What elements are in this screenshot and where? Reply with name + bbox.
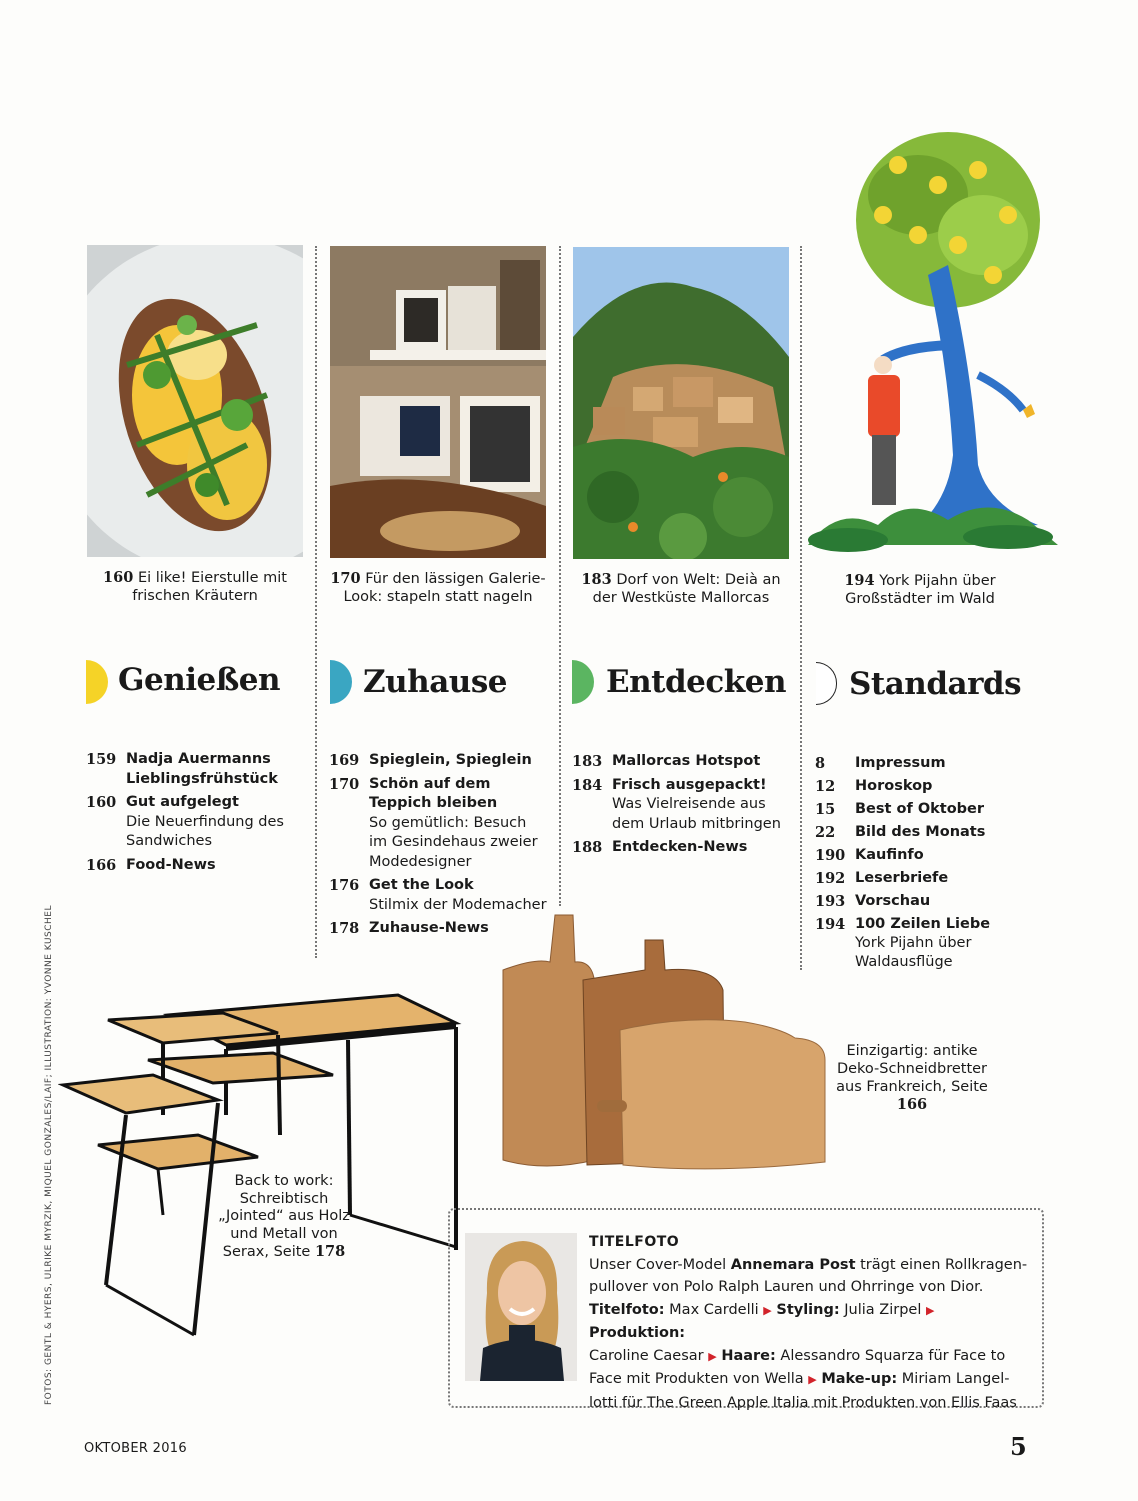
cover-thumbnail: [465, 1233, 577, 1381]
caption-food: 160 Ei like! Eierstulle mit frischen Kräutern: [103, 569, 287, 604]
toc-item[interactable]: 166 Food-News: [86, 856, 216, 874]
geniessen-marker: [86, 660, 108, 704]
toc-item[interactable]: 170 Schön auf dem Teppich bleiben So gemütlich: Besuch im Gesindehaus zweier Modedesigner: [329, 775, 538, 870]
cutting-boards-photo: [495, 910, 830, 1175]
footer-issue: OKTOBER 2016: [84, 1441, 187, 1456]
food-photo: [87, 245, 303, 557]
toc-item[interactable]: 192 Leserbriefe: [815, 870, 949, 887]
toc-item[interactable]: 194 100 Zeilen Liebe York Pijahn über Waldausflüge: [815, 916, 991, 970]
entdecken-marker: [572, 660, 594, 704]
page-number: 5: [1010, 1432, 1027, 1461]
separator-1: [315, 246, 317, 958]
heading-standards: Standards: [849, 666, 1022, 702]
toc-item[interactable]: 12 Horoskop: [815, 778, 933, 795]
standards-marker: [816, 662, 837, 705]
caption-village: 183 Dorf von Welt: Deià an der Westküste Mallorcas: [581, 571, 781, 606]
toc-geniessen: [86, 750, 301, 879]
tree-illustration: [808, 125, 1063, 565]
triangle-marker: ▶: [763, 1303, 772, 1317]
toc-item[interactable]: 22 Bild des Monats: [815, 824, 986, 841]
toc-item[interactable]: 190 Kaufinfo: [815, 847, 924, 864]
triangle-marker: ▶: [925, 1303, 935, 1317]
toc-standards: [815, 754, 1035, 976]
heading-entdecken: Entdecken: [606, 664, 787, 700]
toc-item[interactable]: 169 Spieglein, Spieglein: [329, 752, 532, 769]
heading-geniessen: Genießen: [118, 662, 281, 698]
separator-2: [559, 246, 561, 906]
desk-caption: Back to work: Schreibtisch „Jointed“ aus Holz und Metall von Serax, Seite 178: [218, 1173, 350, 1260]
zuhause-marker: [330, 660, 352, 704]
desk-photo: [58, 985, 468, 1340]
toc-item[interactable]: 188 Entdecken-News: [572, 839, 748, 856]
separator-3: [800, 246, 802, 970]
toc-item[interactable]: 184 Frisch ausgepackt! Was Vielreisende aus dem Urlaub mitbringen: [572, 776, 781, 832]
toc-item[interactable]: 193 Vorschau: [815, 893, 931, 910]
toc-entdecken: [572, 752, 794, 862]
caption-interior: 170 Für den lässigen Galerie-Look: stapeln statt nageln: [330, 570, 546, 605]
boards-caption: Einzigartig: antike Deko-Schneidbretter aus Frankreich, Seite 166: [836, 1043, 988, 1113]
village-photo: [573, 247, 789, 559]
cover-credits: TITELFOTO Unser Cover-Model Annemara Post trägt einen Rollkragen- pullover von Polo Ralph Lauren und Ohrringe von Dior. Titelfoto: Max Cardelli ▶ Styling: Julia Zirpel ▶ Produktion: Caroline Caesar ▶ Haare: Alessandro Squarza für Face to Face mit Produkten von Wella ▶ Make-up: Miriam Langel- lotti für The Green Apple Italia mit Produkten von Ellis Faas: [589, 1231, 1029, 1414]
heading-zuhause: Zuhause: [363, 664, 508, 700]
triangle-marker: ▶: [808, 1373, 817, 1386]
toc-item[interactable]: 159 Nadja Auermanns Lieblingsfrühstück: [86, 751, 278, 787]
caption-tree: 194 York Pijahn über Großstädter im Wald: [844, 572, 996, 607]
toc-item[interactable]: 15 Best of Oktober: [815, 801, 985, 818]
toc-item[interactable]: 176 Get the Look Stilmix der Modemacher: [329, 877, 547, 913]
triangle-marker: ▶: [708, 1349, 717, 1363]
toc-item[interactable]: 183 Mallorcas Hotspot: [572, 753, 761, 770]
cover-heading: TITELFOTO: [589, 1234, 680, 1250]
toc-item[interactable]: 178 Zuhause-News: [329, 920, 489, 937]
toc-item[interactable]: 160 Gut aufgelegt Die Neuerfindung des Sandwiches: [86, 794, 284, 849]
interior-photo: [330, 246, 546, 558]
photo-credits: FOTOS: GENTL & HYERS, ULRIKE MYRZIK, MIQUEL GONZALES/LAIF; ILLUSTRATION: YVONNE KUSCHEL: [44, 904, 54, 1405]
toc-item[interactable]: 8 Impressum: [815, 755, 946, 772]
